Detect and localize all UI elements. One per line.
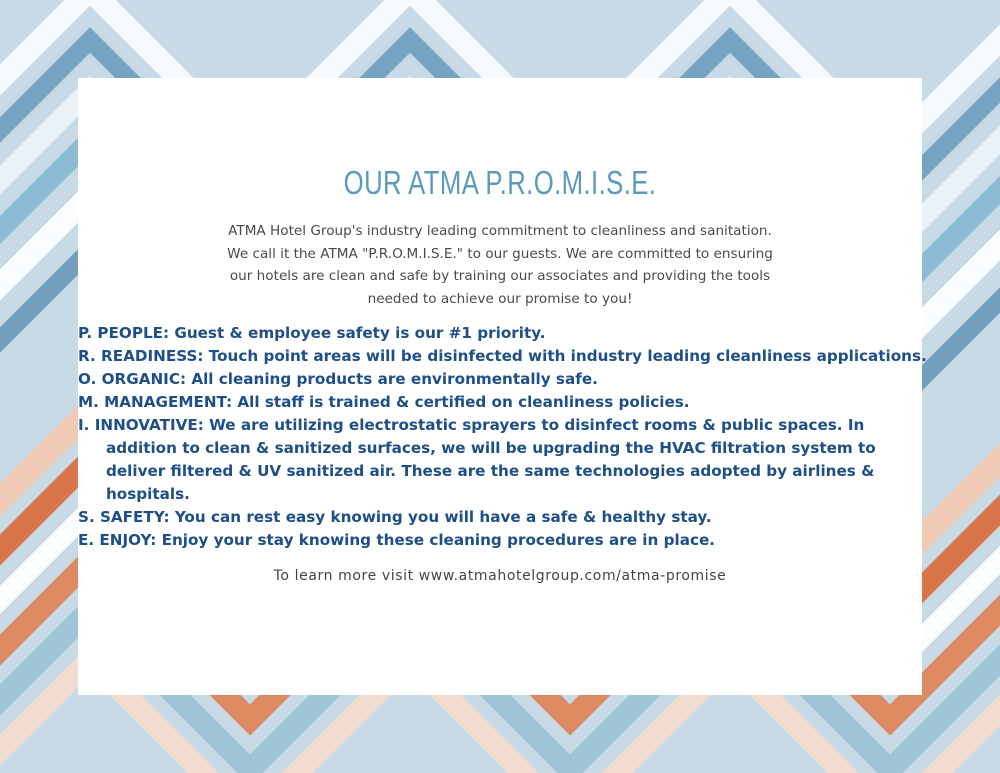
list-item: P. PEOPLE: Guest & employee safety is our #1 priority.: [78, 324, 546, 342]
list-item: O. ORGANIC: All cleaning products are environmentally safe.: [78, 370, 598, 388]
list-item: S. SAFETY: You can rest easy knowing you will have a safe & healthy stay.: [78, 508, 712, 526]
promise-card: [78, 78, 927, 695]
intro-paragraph: ATMA Hotel Group's industry leading commitment to cleanliness and sanitation. We call it the ATMA "P.R.O.M.I.S.E." to our guests. We are committed to ensuring our hotels are clean and safe by training our associates and providing the tools needed to achieve our promise to you!: [227, 223, 773, 307]
list-item: R. READINESS: Touch point areas will be disinfected with industry leading cleanliness applications.: [78, 347, 927, 365]
list-item: I. INNOVATIVE: We are utilizing electrostatic sprayers to disinfect rooms & public spaces. In addition to clean & sanitized surfaces, we will be upgrading the HVAC filtration system to deliver filtered & UV sanitized air. These are the same technologies adopted by airlines & hospitals.: [78, 416, 876, 503]
list-item: E. ENJOY: Enjoy your stay knowing these cleaning procedures are in place.: [78, 531, 716, 549]
footer-link-text: To learn more visit www.atmahotelgroup.com/atma-promise: [273, 568, 727, 584]
promise-list: [78, 322, 928, 552]
list-item: M. MANAGEMENT: All staff is trained & certified on cleanliness policies.: [78, 393, 690, 411]
page-title: OUR ATMA P.R.O.M.I.S.E.: [343, 164, 657, 201]
